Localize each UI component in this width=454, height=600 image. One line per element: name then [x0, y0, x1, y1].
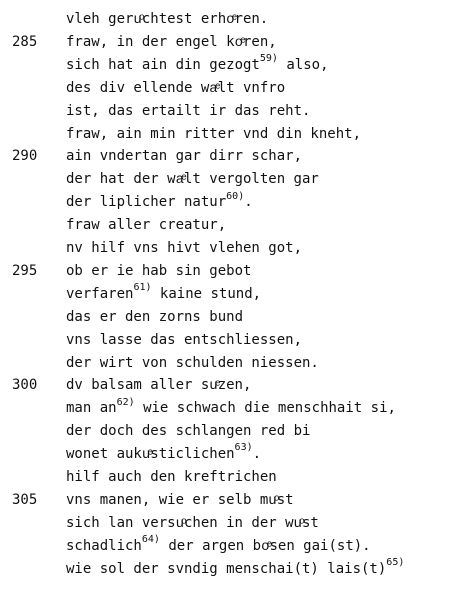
verse-text [66, 466, 454, 488]
line-number: 300 [12, 377, 38, 394]
verse-line [0, 31, 454, 53]
verse-line [0, 260, 454, 282]
verse-text [66, 168, 454, 190]
footnote-marker: 62) [116, 396, 135, 408]
verse-text [66, 329, 454, 351]
verse-main-text: vns manen, wie er selb muͦst [66, 491, 294, 508]
verse-main-text: hilf auch den kreftrichen [66, 469, 277, 485]
verse-text [66, 489, 454, 511]
verse-line [0, 100, 454, 122]
verse-line [0, 123, 454, 145]
verse-main-text: ain vndertan gar dirr schar, [66, 148, 303, 165]
verse-main-text: der doch des schlangen red bi [66, 423, 311, 440]
verse-text [66, 512, 454, 534]
verse-line [0, 214, 454, 236]
verse-line [0, 466, 454, 488]
verse-text [66, 306, 454, 328]
verse-main-text: dv balsam aller suͤzen, [66, 377, 252, 394]
verse-trailing-text: wie schwach die menschhait si, [134, 400, 396, 417]
verse-line [0, 8, 454, 30]
verse-line [0, 168, 454, 190]
line-number: 290 [12, 148, 38, 165]
footnote-marker: 61) [133, 282, 152, 294]
verse-text [66, 191, 454, 213]
verse-trailing-text: . [244, 194, 253, 211]
verse-line [0, 443, 454, 465]
verse-trailing-text: kaine stund, [151, 285, 262, 302]
verse-main-text: fraw, ain min ritter vnd din kneht, [66, 125, 362, 142]
verse-trailing-text: . [252, 446, 262, 463]
footnote-marker: 64) [141, 534, 160, 546]
verse-main-text: sich hat ain din gezogt [66, 56, 260, 73]
verse-text [66, 31, 454, 53]
verse-line [0, 191, 454, 213]
verse-line [0, 283, 454, 305]
verse-main-text: ist, das ertailt ir das reht. [66, 102, 311, 119]
verse-main-text: schadlich [66, 537, 142, 554]
verse-line [0, 145, 454, 167]
verse-main-text: sich lan versuͦchen in der wuͦst [66, 514, 319, 531]
verse-line [0, 237, 454, 259]
verse-text [66, 420, 454, 442]
verse-text [66, 214, 454, 236]
verse-line [0, 397, 454, 419]
verse-line [0, 489, 454, 511]
verse-text [66, 352, 454, 374]
verse-line [0, 54, 454, 76]
verse-main-text: fraw, in der engel koͤren, [66, 33, 277, 50]
verse-main-text: wonet aukuͤsticlichen [66, 446, 235, 463]
verse-trailing-text: der argen boͤsen gai(st). [159, 537, 371, 554]
verse-main-text: der hat der waͤlt vergolten gar [66, 171, 319, 188]
verse-main-text: der wirt von schulden niessen. [66, 354, 319, 371]
verse-text [66, 397, 454, 419]
verse-text [66, 8, 454, 30]
verse-line [0, 329, 454, 351]
verse-text [66, 374, 454, 396]
verse-text [66, 558, 454, 580]
verse-main-text: des div ellende waͤlt vnfro [66, 79, 286, 96]
footnote-marker: 63) [234, 442, 253, 454]
line-number: 285 [12, 33, 38, 50]
verse-text [66, 77, 454, 99]
verse-main-text: ob er ie hab sin gebot [66, 262, 252, 279]
verse-line [0, 420, 454, 442]
verse-line [0, 512, 454, 534]
verse-trailing-text: also, [277, 56, 329, 73]
verse-main-text: fraw aller creatur, [66, 217, 227, 234]
verse-main-text: man an [66, 400, 117, 417]
verse-line [0, 352, 454, 374]
verse-text [66, 100, 454, 122]
verse-main-text: vleh geruͦchtest erhoͤren. [66, 11, 269, 27]
verse-text [66, 260, 454, 282]
verse-main-text: wie sol der svndig menschai(t) lais(t) [66, 560, 387, 577]
line-number: 305 [12, 491, 38, 508]
line-number: 295 [12, 262, 38, 279]
verse-line [0, 374, 454, 396]
verse-line [0, 535, 454, 557]
verse-main-text: verfaren [66, 285, 134, 302]
verse-text [66, 54, 454, 76]
verse-line [0, 558, 454, 580]
footnote-marker: 65) [386, 556, 405, 568]
verse-main-text: das er den zorns bund [66, 308, 244, 325]
verse-text [66, 237, 454, 259]
verse-line [0, 306, 454, 328]
verse-text [66, 123, 454, 145]
verse-main-text: vns lasse das entschliessen, [66, 331, 303, 348]
verse-text [66, 443, 454, 465]
verse-line [0, 77, 454, 99]
verse-text [66, 535, 454, 557]
verse-main-text: der liplicher natur [66, 194, 227, 211]
verse-text [66, 283, 454, 305]
footnote-marker: 59) [259, 53, 278, 65]
verse-text [66, 145, 454, 167]
footnote-marker: 60) [226, 190, 245, 202]
verse-main-text: nv hilf vns hivt vlehen got, [66, 240, 303, 256]
